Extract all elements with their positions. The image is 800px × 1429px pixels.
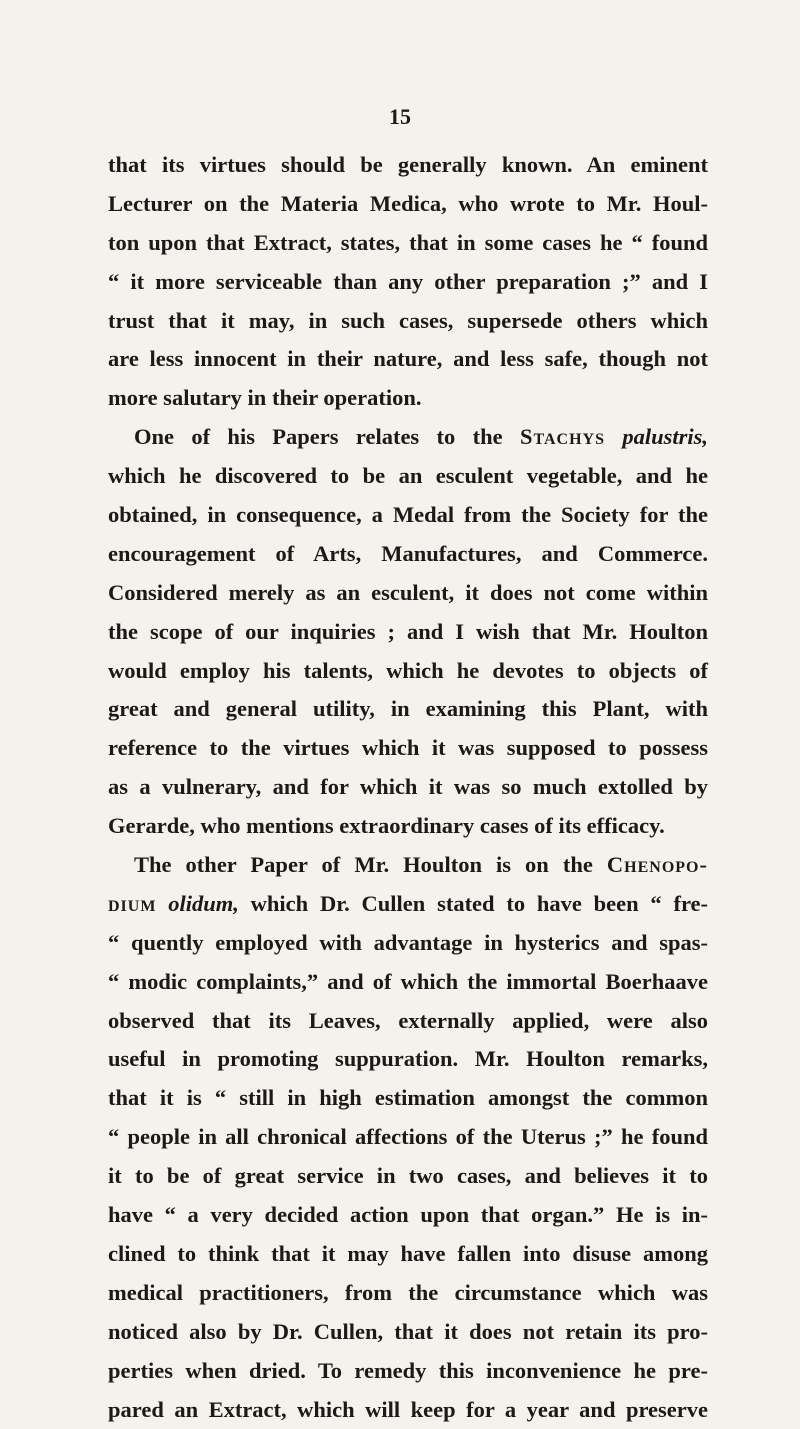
text-line (108, 1040, 708, 1079)
text-segment: great and general utility, in examining this Plant, with (108, 696, 708, 721)
text-line (108, 924, 708, 963)
text-segment: clined to think that it may have fallen into disuse among (108, 1241, 708, 1266)
text-line (108, 146, 708, 185)
text-line (108, 1157, 708, 1196)
text-line (108, 574, 708, 613)
small-caps-term: Chenopo- (607, 852, 708, 877)
text-line (108, 340, 708, 379)
text-line (108, 690, 708, 729)
text-line (108, 224, 708, 263)
text-line (108, 885, 708, 924)
small-caps-term: dium (108, 891, 156, 916)
text-line (108, 1274, 708, 1313)
text-line (108, 807, 708, 846)
text-line (108, 379, 708, 418)
text-line (108, 418, 708, 457)
text-segment: observed that its Leaves, externally applied, were also (108, 1008, 708, 1033)
text-segment: would employ his talents, which he devotes to objects of (108, 658, 708, 683)
text-segment: useful in promoting suppuration. Mr. Houlton remarks, (108, 1046, 708, 1071)
text-segment: Considered merely as an esculent, it does not come within (108, 580, 708, 605)
page-number: 15 (0, 104, 800, 130)
text-line (108, 457, 708, 496)
text-line (108, 652, 708, 691)
text-segment: noticed also by Dr. Cullen, that it does not retain its pro- (108, 1319, 708, 1344)
text-segment: the scope of our inquiries ; and I wish that Mr. Houlton (108, 619, 708, 644)
text-segment: as a vulnerary, and for which it was so much extolled by (108, 774, 708, 799)
text-segment: The other Paper of Mr. Houlton is on the (134, 852, 607, 877)
text-segment: perties when dried. To remedy this inconvenience he pre- (108, 1358, 708, 1383)
text-line (108, 1235, 708, 1274)
text-segment: more salutary in their operation. (108, 385, 422, 410)
text-line (108, 185, 708, 224)
text-line (108, 1313, 708, 1352)
text-line (108, 768, 708, 807)
text-segment: Lecturer on the Materia Medica, who wrote to Mr. Houl- (108, 191, 708, 216)
text-segment (605, 424, 622, 449)
text-line (108, 1196, 708, 1235)
text-line (108, 535, 708, 574)
text-segment: it to be of great service in two cases, and believes it to (108, 1163, 708, 1188)
text-segment: that it is “ still in high estimation amongst the common (108, 1085, 708, 1110)
text-line (108, 729, 708, 768)
text-segment: “ it more serviceable than any other preparation ;” and I (108, 269, 708, 294)
text-segment: encouragement of Arts, Manufactures, and Commerce. (108, 541, 708, 566)
text-segment: which Dr. Cullen stated to have been “ fre- (239, 891, 708, 916)
text-segment: “ modic complaints,” and of which the immortal Boerhaave (108, 969, 708, 994)
text-line (108, 302, 708, 341)
text-segment: “ quently employed with advantage in hysterics and spas- (108, 930, 708, 955)
text-line (108, 1118, 708, 1157)
text-line (108, 1002, 708, 1041)
text-line (108, 846, 708, 885)
italic-term: palustris, (622, 424, 708, 449)
italic-term: olidum, (168, 891, 239, 916)
text-line (108, 613, 708, 652)
text-segment: ton upon that Extract, states, that in some cases he “ found (108, 230, 708, 255)
text-segment: “ people in all chronical affections of the Uterus ;” he found (108, 1124, 708, 1149)
body-text (108, 146, 708, 1429)
text-line (108, 963, 708, 1002)
text-line (108, 1079, 708, 1118)
text-segment (156, 891, 168, 916)
text-segment: obtained, in consequence, a Medal from the Society for the (108, 502, 708, 527)
text-line (108, 1391, 708, 1429)
text-segment: One of his Papers relates to the (134, 424, 520, 449)
text-segment: have “ a very decided action upon that organ.” He is in- (108, 1202, 708, 1227)
text-segment: are less innocent in their nature, and less safe, though not (108, 346, 708, 371)
text-segment: that its virtues should be generally known. An eminent (108, 152, 708, 177)
small-caps-term: Stachys (520, 424, 605, 449)
text-segment: pared an Extract, which will keep for a year and preserve (108, 1397, 708, 1422)
text-line (108, 496, 708, 535)
text-line (108, 263, 708, 302)
text-line (108, 1352, 708, 1391)
text-segment: which he discovered to be an esculent vegetable, and he (108, 463, 708, 488)
text-segment: reference to the virtues which it was supposed to possess (108, 735, 708, 760)
text-segment: trust that it may, in such cases, supersede others which (108, 308, 708, 333)
text-segment: Gerarde, who mentions extraordinary cases of its efficacy. (108, 813, 665, 838)
text-segment: medical practitioners, from the circumstance which was (108, 1280, 708, 1305)
